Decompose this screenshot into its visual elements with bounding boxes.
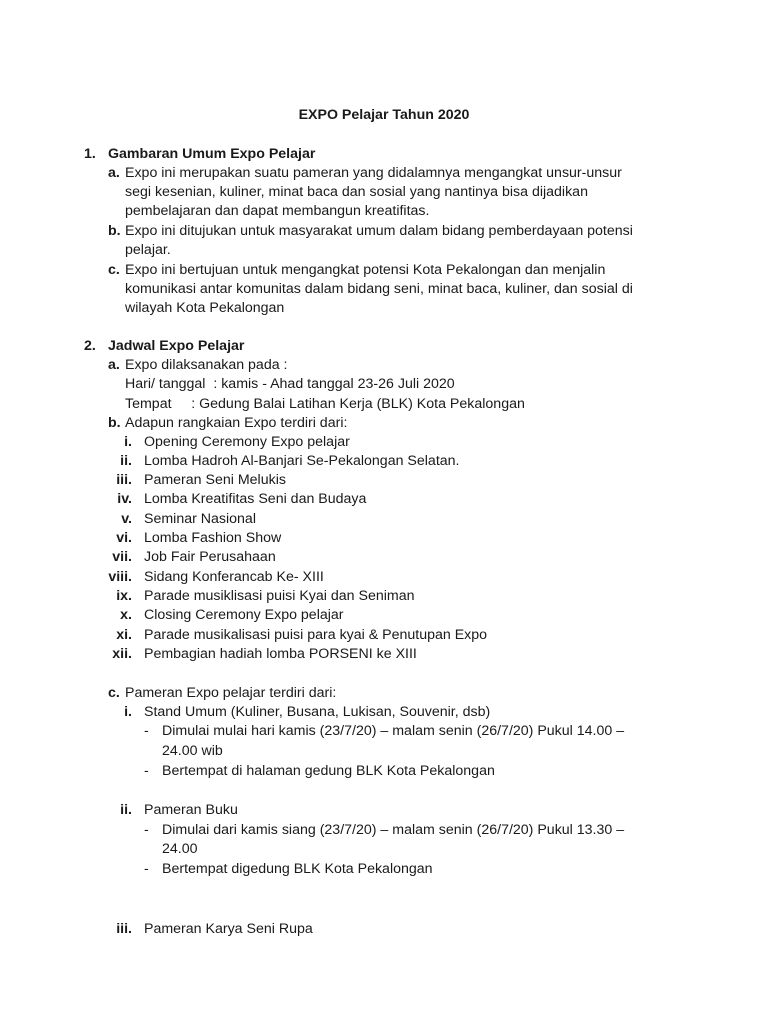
list-item: Lomba Kreatifitas Seni dan Budaya — [144, 491, 367, 507]
sublist-item-title: Pameran Karya Seni Rupa — [144, 921, 313, 937]
list-item: Parade musiklisasi puisi Kyai dan Seniman — [144, 588, 415, 604]
list-item: Parade musikalisasi puisi para kyai & Penutupan Expo — [144, 627, 488, 643]
dash-bullet: - — [144, 763, 149, 779]
sublist-item-number: ii. — [120, 802, 132, 818]
section-2-heading: Jadwal Expo Pelajar — [108, 338, 245, 354]
section-1-b-line-1: Expo ini ditujukan untuk masyarakat umum dalam bidang pemberdayaan potensi — [125, 223, 633, 239]
list-item-number: iii. — [116, 472, 132, 488]
list-item-number: xi. — [116, 627, 132, 643]
section-2-a-line-3: Tempat : Gedung Balai Latihan Kerja (BLK) Kota Pekalongan — [125, 396, 525, 412]
section-1-number: 1. — [84, 146, 96, 162]
list-item-number: viii. — [108, 569, 132, 585]
detail-line: 24.00 — [162, 841, 198, 857]
list-item: Opening Ceremony Expo pelajar — [144, 434, 350, 450]
document-title: EXPO Pelajar Tahun 2020 — [298, 107, 470, 123]
detail-line: Bertempat digedung BLK Kota Pekalongan — [162, 861, 433, 877]
list-item: Closing Ceremony Expo pelajar — [144, 607, 344, 623]
dash-bullet: - — [144, 861, 149, 877]
list-item: Seminar Nasional — [144, 511, 256, 527]
list-item-number: vi. — [116, 530, 132, 546]
sublist-item-title: Pameran Buku — [144, 802, 238, 818]
list-item: Lomba Hadroh Al-Banjari Se-Pekalongan Selatan. — [144, 453, 460, 469]
list-item-number: iv. — [117, 491, 132, 507]
section-1-c-line-1: Expo ini bertujuan untuk mengangkat potensi Kota Pekalongan dan menjalin — [125, 262, 606, 278]
section-1-c-line-3: wilayah Kota Pekalongan — [125, 300, 285, 316]
list-item-number: ix. — [116, 588, 132, 604]
dash-bullet: - — [144, 723, 149, 739]
section-1-c-marker: c. — [108, 262, 120, 278]
list-item: Pembagian hadiah lomba PORSENI ke XIII — [144, 646, 417, 662]
detail-line: 24.00 wib — [162, 743, 223, 759]
detail-line: Bertempat di halaman gedung BLK Kota Pekalongan — [162, 763, 495, 779]
list-item: Sidang Konferancab Ke- XIII — [144, 569, 324, 585]
section-1-b-line-2: pelajar. — [125, 242, 171, 258]
section-2-c-intro: Pameran Expo pelajar terdiri dari: — [125, 685, 337, 701]
list-item-number: x. — [120, 607, 132, 623]
list-item-number: xii. — [112, 646, 132, 662]
list-item-number: v. — [121, 511, 132, 527]
sublist-item-title: Stand Umum (Kuliner, Busana, Lukisan, Souvenir, dsb) — [144, 704, 491, 720]
section-2-a-line-2: Hari/ tanggal : kamis - Ahad tanggal 23-26 Juli 2020 — [125, 376, 455, 392]
section-1-heading: Gambaran Umum Expo Pelajar — [108, 146, 316, 162]
section-1-a-line-2: segi kesenian, kuliner, minat baca dan sosial yang nantinya bisa dijadikan — [125, 184, 588, 200]
section-2-b-marker: b. — [108, 415, 121, 431]
list-item-number: i. — [124, 434, 132, 450]
section-1-c-line-2: komunikasi antar komunitas dalam bidang seni, minat baca, kuliner, dan sosial di — [125, 281, 633, 297]
list-item: Job Fair Perusahaan — [144, 549, 276, 565]
list-item-number: ii. — [120, 453, 132, 469]
section-2-c-marker: c. — [108, 685, 120, 701]
sublist-item-number: i. — [124, 704, 132, 720]
detail-line: Dimulai dari kamis siang (23/7/20) – malam senin (26/7/20) Pukul 13.30 – — [162, 822, 625, 838]
sublist-item-number: iii. — [116, 921, 132, 937]
dash-bullet: - — [144, 822, 149, 838]
list-item: Lomba Fashion Show — [144, 530, 282, 546]
section-1-a-line-1: Expo ini merupakan suatu pameran yang didalamnya mengangkat unsur-unsur — [125, 165, 622, 181]
detail-line: Dimulai mulai hari kamis (23/7/20) – malam senin (26/7/20) Pukul 14.00 – — [162, 723, 625, 739]
section-2-a-line-1: Expo dilaksanakan pada : — [125, 357, 288, 373]
section-1-a-line-3: pembelajaran dan dapat membangun kreatifitas. — [125, 203, 430, 219]
section-1-a-marker: a. — [108, 165, 120, 181]
list-item-number: vii. — [112, 549, 132, 565]
section-2-b-intro: Adapun rangkaian Expo terdiri dari: — [125, 415, 348, 431]
section-2-number: 2. — [84, 338, 96, 354]
list-item: Pameran Seni Melukis — [144, 472, 286, 488]
section-2-a-marker: a. — [108, 357, 120, 373]
section-1-b-marker: b. — [108, 223, 121, 239]
